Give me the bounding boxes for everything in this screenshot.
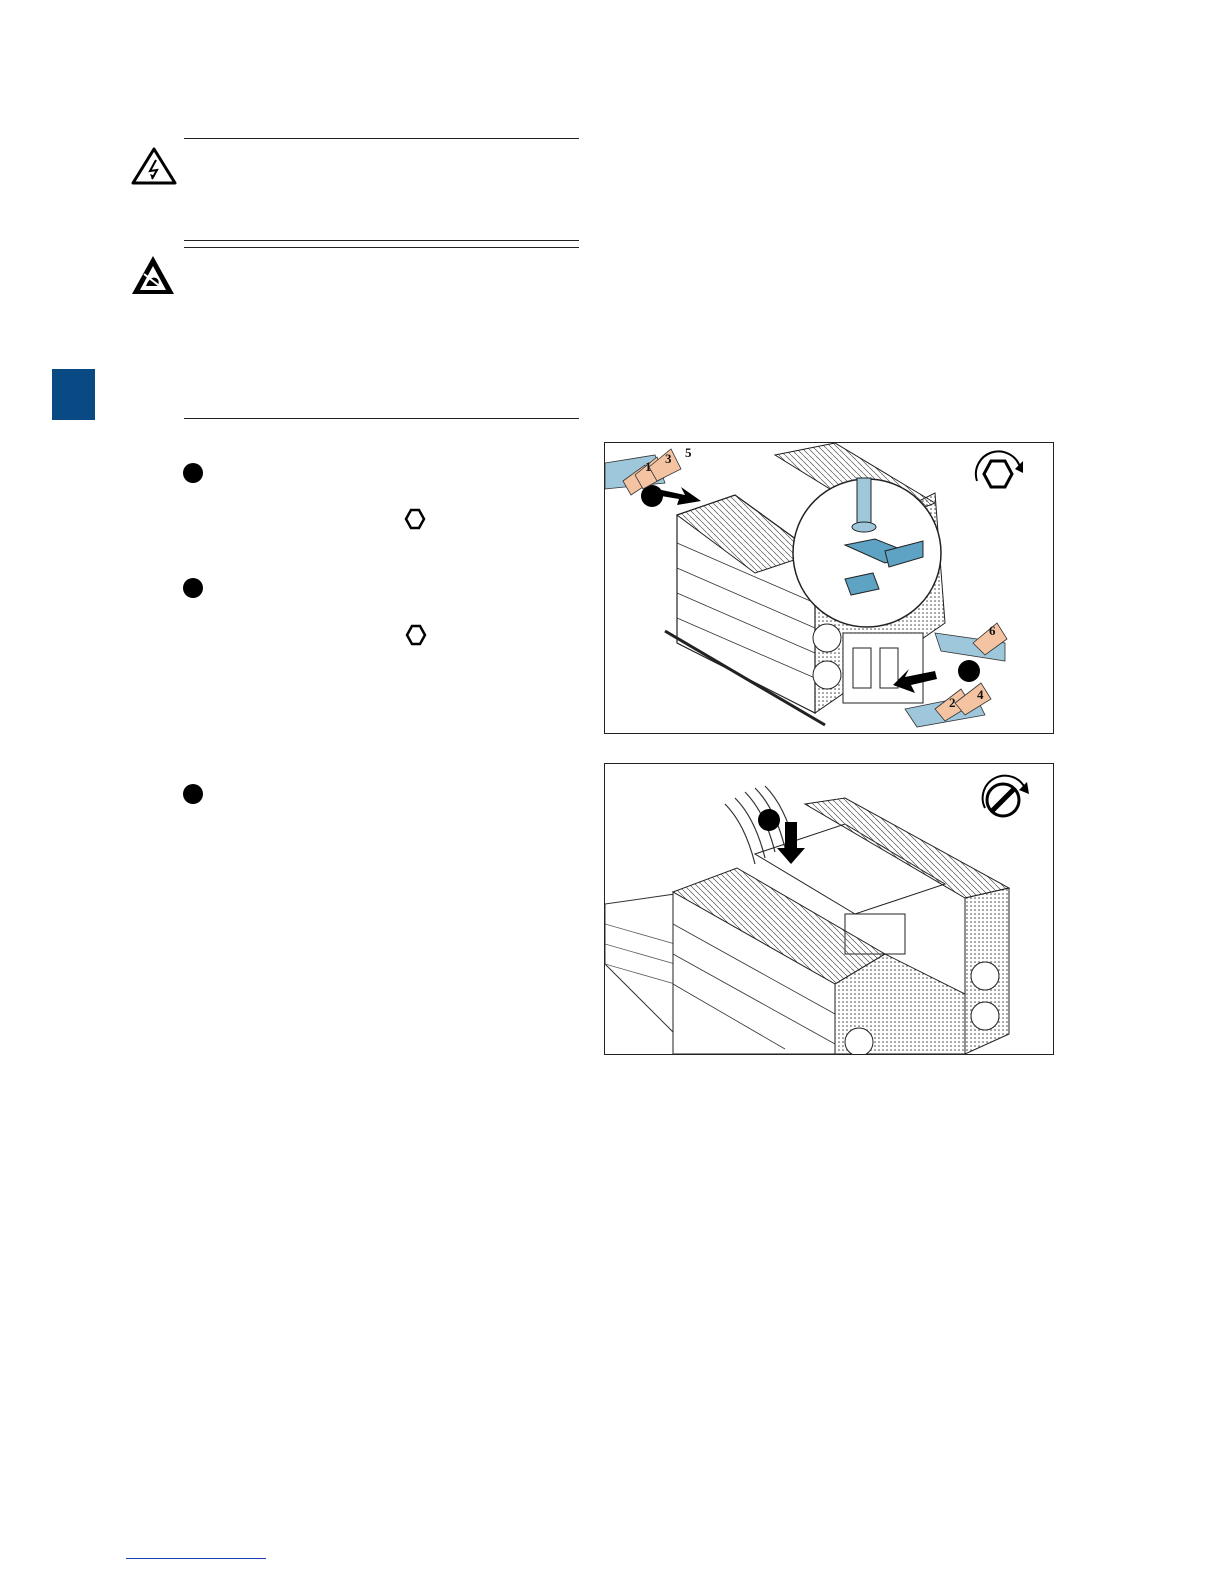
tighten-rotate-icon	[976, 451, 1023, 487]
step-1-bullet	[183, 463, 203, 483]
busbar-label-2: 2	[949, 695, 956, 710]
busbar-label-4: 4	[977, 687, 984, 702]
hex-socket-icon	[405, 624, 427, 646]
procedure-top-rule	[184, 418, 579, 419]
step-2-bullet	[183, 578, 203, 598]
step-3-bullet	[183, 784, 203, 804]
busbar-label-6: 6	[989, 623, 996, 638]
busbar-connection-figure	[604, 442, 1054, 734]
caution-top-rule	[184, 247, 579, 248]
no-rotate-icon	[983, 776, 1029, 816]
busbar-label-3: 3	[665, 451, 672, 466]
busbar-label-5: 5	[685, 445, 692, 460]
busbar-label-1: 1	[645, 459, 652, 474]
hex-socket-icon	[404, 508, 426, 530]
footer-link-underline[interactable]	[126, 1558, 266, 1559]
warning-top-rule	[184, 138, 579, 139]
warning-bottom-rule	[184, 240, 579, 241]
chapter-tab	[52, 369, 95, 420]
electrostatic-discharge-icon	[130, 254, 176, 296]
high-voltage-warning-icon	[130, 146, 178, 186]
cover-install-figure	[604, 763, 1054, 1055]
